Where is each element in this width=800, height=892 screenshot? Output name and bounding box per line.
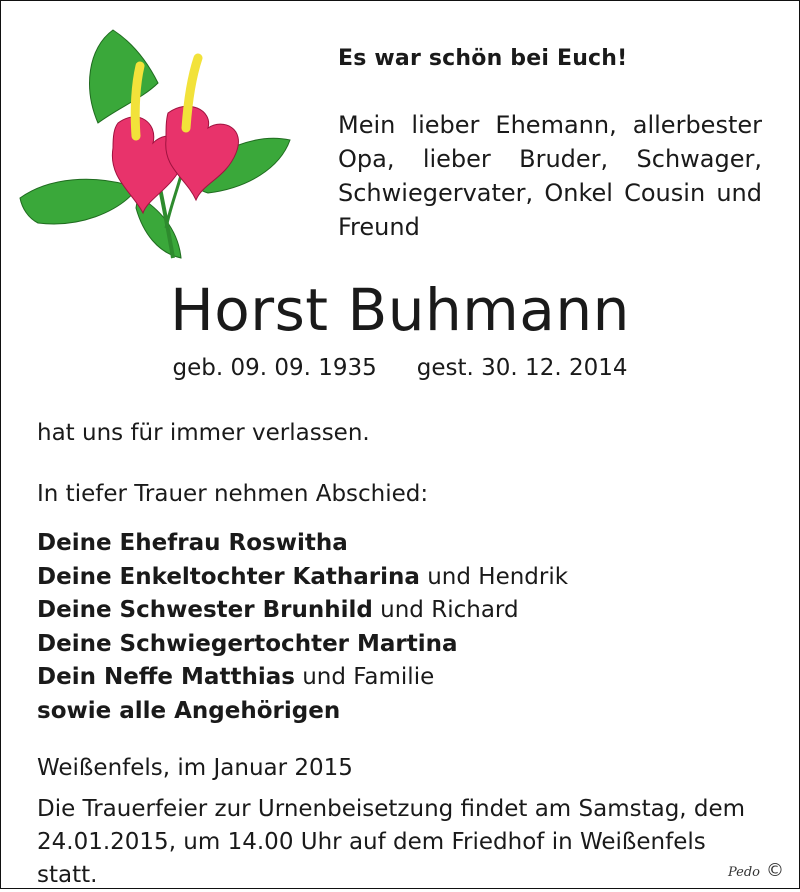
mourning-intro: In tiefer Trauer nehmen Abschied:	[37, 481, 429, 507]
spadix-left	[135, 66, 140, 136]
ceremony-info: Die Trauerfeier zur Urnenbeisetzung findet am Samstag, dem 24.01.2015, um 14.00 Uhr auf dem Friedhof in Weißenfels statt.	[37, 796, 746, 888]
mourner-line: Dein Neffe Matthias und Familie	[37, 664, 435, 691]
intro-heading: Es war schön bei Euch!	[338, 46, 628, 71]
mourner-line: sowie alle Angehörigen	[37, 697, 341, 724]
copyright-icon: ©	[766, 860, 784, 881]
anthurium-flower-illustration	[18, 28, 298, 263]
leaf-left	[20, 179, 138, 224]
mourner-line: Deine Schwester Brunhild und Richard	[37, 597, 519, 624]
birth-date: geb. 09. 09. 1935	[172, 355, 377, 381]
mourner-line: Deine Schwiegertochter Martina	[37, 630, 458, 657]
leaf-top	[90, 30, 158, 123]
deceased-name: Horst Buhmann	[170, 276, 630, 344]
mourner-line: Deine Enkeltochter Katharina und Hendrik	[37, 563, 569, 590]
mourner-line: Deine Ehefrau Roswitha	[37, 530, 348, 556]
place-date: Weißenfels, im Januar 2015	[37, 755, 353, 781]
intro-text: Mein lieber Ehemann, allerbester Opa, lieber Bruder, Schwager, Schwiegervater, Onkel Cousin und Freund	[338, 111, 762, 241]
death-date: gest. 30. 12. 2014	[416, 355, 628, 381]
life-dates	[0, 355, 800, 381]
signature-name: Pedo	[727, 865, 760, 880]
designer-signature	[728, 860, 784, 881]
statement: hat uns für immer verlassen.	[37, 420, 370, 446]
mourners-list	[37, 527, 568, 729]
